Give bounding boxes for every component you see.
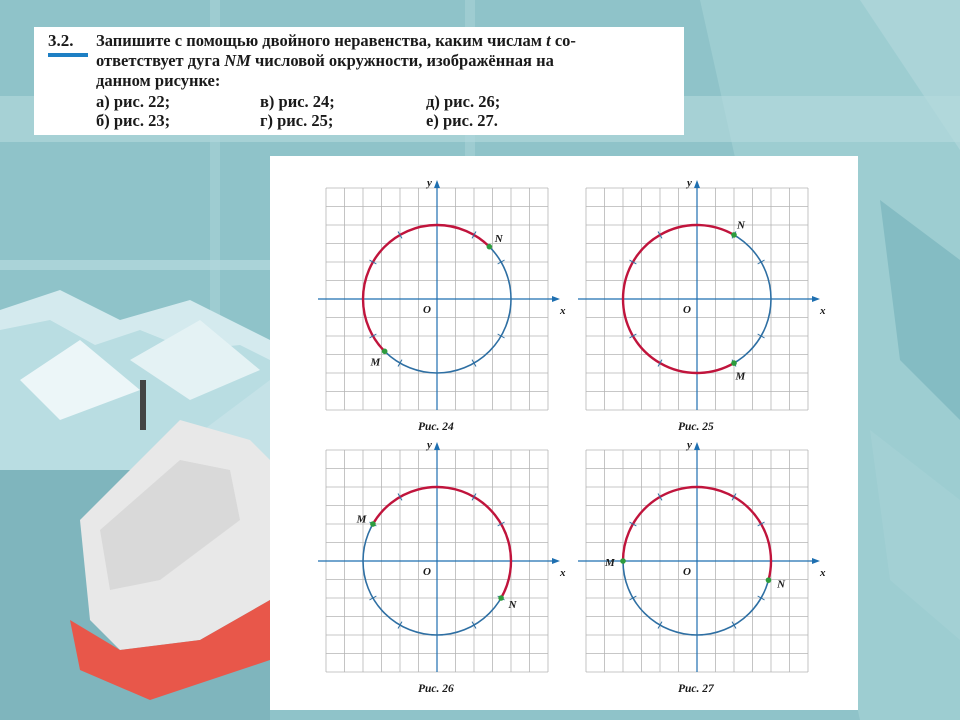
origin-label: O <box>423 304 431 316</box>
task-line-2-text: ответствует дуга <box>96 51 225 70</box>
y-axis-label: y <box>427 439 432 451</box>
option-b: б) рис. 23; <box>96 111 171 130</box>
point-m <box>731 360 737 366</box>
y-axis-arrow <box>434 442 440 450</box>
origin-label: O <box>683 566 691 578</box>
y-axis-label: y <box>427 177 432 189</box>
point-n <box>766 577 772 583</box>
x-axis-label: x <box>820 305 826 317</box>
point-m <box>382 349 388 355</box>
point-n <box>498 595 504 601</box>
figure-caption: Рис. 26 <box>418 683 454 695</box>
arc-nm <box>363 225 489 351</box>
task-number: 3.2. <box>48 31 74 50</box>
task-line-1-end: со- <box>550 31 576 50</box>
option-a: а) рис. 22; <box>96 92 171 111</box>
label-n: N <box>777 578 786 591</box>
label-m: M <box>735 370 746 383</box>
option-g: г) рис. 25; <box>260 111 334 130</box>
origin-label: O <box>683 304 691 316</box>
point-m <box>620 558 626 564</box>
task-line-1-text: Запишите с помощью двойного неравенства, каким числам <box>96 31 547 50</box>
origin-label: O <box>423 566 431 578</box>
task-variable-t: t <box>546 31 551 50</box>
y-axis-label: y <box>687 439 692 451</box>
figures-card <box>270 156 858 710</box>
label-n: N <box>508 599 517 611</box>
figures-svg <box>270 156 858 710</box>
label-m: M <box>356 513 367 526</box>
point-n <box>731 232 737 238</box>
point-n <box>487 244 493 250</box>
x-axis-label: x <box>820 567 826 579</box>
point-m <box>370 521 376 527</box>
figure-4 <box>578 439 826 695</box>
task-line-3: данном рисунке: <box>96 71 221 90</box>
figure-caption: Рис. 27 <box>678 683 714 695</box>
x-axis-label: x <box>560 567 566 579</box>
figure-3 <box>318 439 566 695</box>
task-number-underline <box>48 53 88 57</box>
option-e: е) рис. 27. <box>426 111 498 130</box>
label-n: N <box>737 219 745 232</box>
x-axis-arrow <box>812 558 820 564</box>
x-axis-arrow <box>812 296 820 302</box>
x-axis-arrow <box>552 558 560 564</box>
task-arc-nm: NM <box>224 51 251 70</box>
task-card <box>34 27 684 135</box>
label-m: M <box>605 557 615 569</box>
x-axis-arrow <box>552 296 560 302</box>
option-d: д) рис. 26; <box>426 92 501 111</box>
figure-caption: Рис. 24 <box>418 421 454 433</box>
x-axis-label: x <box>560 305 566 317</box>
y-axis-arrow <box>694 442 700 450</box>
label-n: N <box>494 233 503 246</box>
y-axis-label: y <box>687 177 692 189</box>
task-line-2 <box>96 51 554 71</box>
task-line-1 <box>96 31 576 51</box>
figure-1 <box>318 177 566 433</box>
figure-caption: Рис. 25 <box>678 421 714 433</box>
figure-2 <box>578 177 826 433</box>
option-v: в) рис. 24; <box>260 92 335 111</box>
label-m: M <box>370 356 381 369</box>
y-axis-arrow <box>694 180 700 188</box>
y-axis-arrow <box>434 180 440 188</box>
task-line-2-end: числовой окружности, изображённая на <box>250 51 554 70</box>
